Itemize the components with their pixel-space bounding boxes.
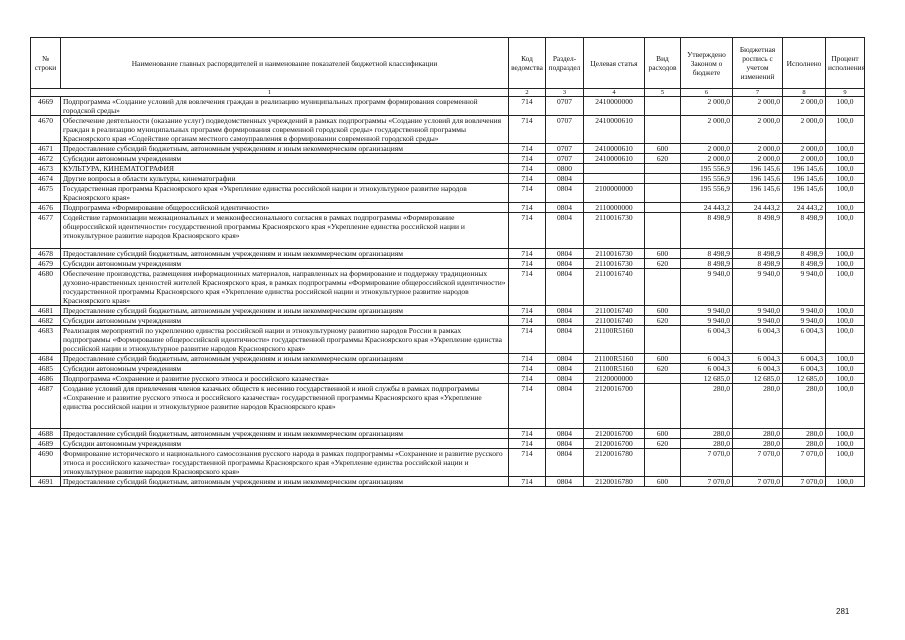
department-code: 714 — [509, 364, 546, 374]
approved-amount: 195 556,9 — [681, 164, 733, 174]
execution-percent: 100,0 — [826, 477, 865, 487]
header-percent: Процент исполнения — [826, 38, 865, 89]
section-code: 0804 — [546, 174, 584, 184]
executed-amount: 7 070,0 — [783, 449, 826, 477]
target-item-code: 2110016740 — [584, 316, 645, 326]
row-name: Обеспечение производства, размещения информационных материалов, направленных на формирование и поддержку традиционных духовно-нравственных ценностей жителей Красноярского края, в рамках подпрограммы «Формирование общероссийской идентичности» государственной программы Красноярского края «Укрепление единства российской нации и этнокультурное развитие народов Красноярского края» — [61, 269, 509, 306]
expense-type-code: 620 — [645, 259, 681, 269]
approved-amount: 2 000,0 — [681, 144, 733, 154]
expense-type-code — [645, 116, 681, 144]
section-code: 0804 — [546, 203, 584, 213]
approved-amount: 8 498,9 — [681, 259, 733, 269]
row-name: Предоставление субсидий бюджетным, автономным учреждениям и иным некоммерческим организациям — [61, 477, 509, 487]
executed-amount: 2 000,0 — [783, 144, 826, 154]
approved-amount: 8 498,9 — [681, 213, 733, 249]
department-code: 714 — [509, 154, 546, 164]
department-code: 714 — [509, 203, 546, 213]
table-body — [31, 97, 865, 487]
row-name: Субсидии автономным учреждениям — [61, 154, 509, 164]
header-executed: Исполнено — [783, 38, 826, 89]
target-item-code: 21100R5160 — [584, 354, 645, 364]
row-number: 4688 — [31, 429, 61, 439]
department-code: 714 — [509, 326, 546, 354]
execution-percent: 100,0 — [826, 269, 865, 306]
row-name: Субсидии автономным учреждениям — [61, 364, 509, 374]
department-code: 714 — [509, 249, 546, 259]
execution-percent: 100,0 — [826, 97, 865, 116]
section-code: 0804 — [546, 184, 584, 203]
schedule-amount: 24 443,2 — [733, 203, 783, 213]
header-budget-schedule: Бюджетная роспись с учетом изменений — [733, 38, 783, 89]
approved-amount: 7 070,0 — [681, 477, 733, 487]
schedule-amount: 6 004,3 — [733, 364, 783, 374]
department-code: 714 — [509, 259, 546, 269]
section-code: 0804 — [546, 316, 584, 326]
row-name: Предоставление субсидий бюджетным, автономным учреждениям и иным некоммерческим организациям — [61, 144, 509, 154]
execution-percent: 100,0 — [826, 306, 865, 316]
table-row — [31, 449, 865, 477]
expense-type-code: 600 — [645, 429, 681, 439]
department-code: 714 — [509, 174, 546, 184]
expense-type-code: 600 — [645, 249, 681, 259]
executed-amount: 6 004,3 — [783, 326, 826, 354]
approved-amount: 2 000,0 — [681, 97, 733, 116]
schedule-amount: 9 940,0 — [733, 316, 783, 326]
row-name: Реализация мероприятий по укреплению единства российской нации и этнокультурному развитию народов России в рамках подпрограммы «Формирование общероссийской идентичности» государственной программы Красноярского края «Укрепление единства российской нации и этнокультурное развитие народов Красноярского края» — [61, 326, 509, 354]
row-name: КУЛЬТУРА, КИНЕМАТОГРАФИЯ — [61, 164, 509, 174]
target-item-code: 21100R5160 — [584, 326, 645, 354]
table-row — [31, 477, 865, 487]
expense-type-code: 600 — [645, 477, 681, 487]
section-code: 0707 — [546, 97, 584, 116]
approved-amount: 24 443,2 — [681, 203, 733, 213]
schedule-amount: 8 498,9 — [733, 259, 783, 269]
schedule-amount: 2 000,0 — [733, 144, 783, 154]
section-code: 0800 — [546, 164, 584, 174]
row-number: 4672 — [31, 154, 61, 164]
expense-type-code: 600 — [645, 306, 681, 316]
executed-amount: 12 685,0 — [783, 374, 826, 384]
executed-amount: 196 145,6 — [783, 184, 826, 203]
row-number: 4684 — [31, 354, 61, 364]
execution-percent: 100,0 — [826, 116, 865, 144]
section-code: 0804 — [546, 269, 584, 306]
executed-amount: 8 498,9 — [783, 249, 826, 259]
schedule-amount: 196 145,6 — [733, 164, 783, 174]
section-code: 0707 — [546, 154, 584, 164]
header-approved: Утверждено Законом о бюджете — [681, 38, 733, 89]
schedule-amount: 2 000,0 — [733, 116, 783, 144]
expense-type-code — [645, 269, 681, 306]
section-code: 0804 — [546, 384, 584, 429]
column-number-row — [31, 89, 865, 97]
execution-percent: 100,0 — [826, 384, 865, 429]
header-row-number: № строки — [31, 38, 61, 89]
execution-percent: 100,0 — [826, 184, 865, 203]
row-number: 4683 — [31, 326, 61, 354]
executed-amount: 8 498,9 — [783, 259, 826, 269]
section-code: 0804 — [546, 354, 584, 364]
row-name: Подпрограмма «Сохранение и развитие русского этноса и российского казачества» — [61, 374, 509, 384]
schedule-amount: 280,0 — [733, 384, 783, 429]
target-item-code: 2110016730 — [584, 259, 645, 269]
execution-percent: 100,0 — [826, 164, 865, 174]
row-name: Обеспечение деятельности (оказание услуг) подведомственных учреждений в рамках подпрограммы «Создание условий для вовлечения граждан в реализацию муниципальных программ формирования современной городской среды» государственной программы Красноярского края «Содействие органам местного самоуправления в формировании современной городской среды» — [61, 116, 509, 144]
page-number: 281 — [836, 607, 850, 616]
expense-type-code — [645, 174, 681, 184]
approved-amount: 2 000,0 — [681, 116, 733, 144]
department-code: 714 — [509, 429, 546, 439]
approved-amount: 8 498,9 — [681, 249, 733, 259]
table-row — [31, 364, 865, 374]
execution-percent: 100,0 — [826, 354, 865, 364]
department-code: 714 — [509, 449, 546, 477]
row-number: 4671 — [31, 144, 61, 154]
execution-percent: 100,0 — [826, 259, 865, 269]
section-code: 0804 — [546, 429, 584, 439]
table-row — [31, 439, 865, 449]
schedule-amount: 7 070,0 — [733, 449, 783, 477]
column-number: 6 — [681, 89, 733, 97]
schedule-amount: 196 145,6 — [733, 184, 783, 203]
executed-amount: 9 940,0 — [783, 269, 826, 306]
schedule-amount: 280,0 — [733, 439, 783, 449]
section-code: 0804 — [546, 259, 584, 269]
approved-amount: 280,0 — [681, 384, 733, 429]
table-row — [31, 213, 865, 249]
table-row — [31, 354, 865, 364]
row-name: Предоставление субсидий бюджетным, автономным учреждениям и иным некоммерческим организациям — [61, 429, 509, 439]
execution-percent: 100,0 — [826, 144, 865, 154]
expense-type-code — [645, 184, 681, 203]
approved-amount: 7 070,0 — [681, 449, 733, 477]
table-row — [31, 184, 865, 203]
row-number: 4691 — [31, 477, 61, 487]
approved-amount: 280,0 — [681, 439, 733, 449]
department-code: 714 — [509, 374, 546, 384]
expense-type-code — [645, 384, 681, 429]
row-name: Содействие гармонизации межнациональных и межконфессионального согласия в рамках подпрограммы «Формирование общероссийской идентичности» государственной программы Красноярского края «Укрепление единства российской нации и этнокультурное развитие народов Красноярского края» — [61, 213, 509, 249]
table-row — [31, 306, 865, 316]
schedule-amount: 2 000,0 — [733, 97, 783, 116]
execution-percent: 100,0 — [826, 439, 865, 449]
department-code: 714 — [509, 164, 546, 174]
expense-type-code — [645, 374, 681, 384]
target-item-code: 2410000610 — [584, 116, 645, 144]
execution-percent: 100,0 — [826, 213, 865, 249]
section-code: 0804 — [546, 449, 584, 477]
executed-amount: 6 004,3 — [783, 364, 826, 374]
expense-type-code: 620 — [645, 154, 681, 164]
row-name: Другие вопросы в области культуры, кинематографии — [61, 174, 509, 184]
header-name: Наименование главных распорядителей и наименование показателей бюджетной классификации — [61, 38, 509, 89]
target-item-code — [584, 164, 645, 174]
row-name: Субсидии автономным учреждениям — [61, 259, 509, 269]
expense-type-code — [645, 164, 681, 174]
executed-amount: 24 443,2 — [783, 203, 826, 213]
approved-amount: 195 556,9 — [681, 184, 733, 203]
target-item-code: 2120016780 — [584, 477, 645, 487]
row-name: Предоставление субсидий бюджетным, автономным учреждениям и иным некоммерческим организациям — [61, 306, 509, 316]
target-item-code: 2120016700 — [584, 439, 645, 449]
department-code: 714 — [509, 306, 546, 316]
row-number: 4674 — [31, 174, 61, 184]
executed-amount: 280,0 — [783, 439, 826, 449]
schedule-amount: 2 000,0 — [733, 154, 783, 164]
row-number: 4686 — [31, 374, 61, 384]
table-row — [31, 144, 865, 154]
execution-percent: 100,0 — [826, 449, 865, 477]
row-number: 4678 — [31, 249, 61, 259]
section-code: 0804 — [546, 213, 584, 249]
row-number: 4673 — [31, 164, 61, 174]
target-item-code: 2110016740 — [584, 306, 645, 316]
target-item-code: 2120000000 — [584, 374, 645, 384]
row-name: Предоставление субсидий бюджетным, автономным учреждениям и иным некоммерческим организациям — [61, 249, 509, 259]
target-item-code: 2410000610 — [584, 154, 645, 164]
executed-amount: 196 145,6 — [783, 174, 826, 184]
table-header — [31, 38, 865, 97]
row-name: Субсидии автономным учреждениям — [61, 316, 509, 326]
schedule-amount: 7 070,0 — [733, 477, 783, 487]
target-item-code: 2110016740 — [584, 269, 645, 306]
table-row — [31, 164, 865, 174]
target-item-code: 2120016780 — [584, 449, 645, 477]
column-number: 8 — [783, 89, 826, 97]
executed-amount: 2 000,0 — [783, 97, 826, 116]
table-row — [31, 326, 865, 354]
approved-amount: 6 004,3 — [681, 364, 733, 374]
budget-table — [30, 37, 865, 487]
expense-type-code — [645, 97, 681, 116]
row-number: 4690 — [31, 449, 61, 477]
expense-type-code: 620 — [645, 316, 681, 326]
column-number: 5 — [645, 89, 681, 97]
expense-type-code: 620 — [645, 364, 681, 374]
section-code: 0707 — [546, 144, 584, 154]
execution-percent: 100,0 — [826, 154, 865, 164]
table-row — [31, 374, 865, 384]
column-number: 7 — [733, 89, 783, 97]
table-row — [31, 269, 865, 306]
execution-percent: 100,0 — [826, 316, 865, 326]
table-row — [31, 154, 865, 164]
approved-amount: 195 556,9 — [681, 174, 733, 184]
department-code: 714 — [509, 144, 546, 154]
approved-amount: 6 004,3 — [681, 326, 733, 354]
row-number: 4680 — [31, 269, 61, 306]
header-target-item: Целевая статья — [584, 38, 645, 89]
row-name: Предоставление субсидий бюджетным, автономным учреждениям и иным некоммерческим организациям — [61, 354, 509, 364]
schedule-amount: 196 145,6 — [733, 174, 783, 184]
row-number: 4679 — [31, 259, 61, 269]
approved-amount: 6 004,3 — [681, 354, 733, 364]
column-number: 4 — [584, 89, 645, 97]
department-code: 714 — [509, 354, 546, 364]
row-name: Формирование исторического и национального самосознания русского народа в рамках подпрограммы «Сохранение и развитие русского этноса и российского казачества» государственной программы Красноярского края «Укрепление единства российской нации и этнокультурное развитие народов Красноярского края» — [61, 449, 509, 477]
table-row — [31, 116, 865, 144]
schedule-amount: 8 498,9 — [733, 249, 783, 259]
row-name: Государственная программа Красноярского края «Укрепление единства российской нации и этнокультурное развитие народов Красноярского края» — [61, 184, 509, 203]
expense-type-code — [645, 326, 681, 354]
section-code: 0707 — [546, 116, 584, 144]
header-department-code: Код ведомства — [509, 38, 546, 89]
expense-type-code — [645, 203, 681, 213]
row-number: 4677 — [31, 213, 61, 249]
department-code: 714 — [509, 269, 546, 306]
execution-percent: 100,0 — [826, 174, 865, 184]
department-code: 714 — [509, 116, 546, 144]
header-expense-type: Вид расходов — [645, 38, 681, 89]
executed-amount: 2 000,0 — [783, 154, 826, 164]
row-number: 4670 — [31, 116, 61, 144]
executed-amount: 280,0 — [783, 429, 826, 439]
expense-type-code — [645, 213, 681, 249]
target-item-code: 2410000000 — [584, 97, 645, 116]
executed-amount: 9 940,0 — [783, 306, 826, 316]
department-code: 714 — [509, 477, 546, 487]
schedule-amount: 9 940,0 — [733, 269, 783, 306]
section-code: 0804 — [546, 306, 584, 316]
target-item-code: 2110000000 — [584, 203, 645, 213]
row-number: 4687 — [31, 384, 61, 429]
column-number: 9 — [826, 89, 865, 97]
executed-amount: 8 498,9 — [783, 213, 826, 249]
execution-percent: 100,0 — [826, 374, 865, 384]
executed-amount: 6 004,3 — [783, 354, 826, 364]
execution-percent: 100,0 — [826, 326, 865, 354]
execution-percent: 100,0 — [826, 364, 865, 374]
department-code: 714 — [509, 439, 546, 449]
section-code: 0804 — [546, 326, 584, 354]
schedule-amount: 6 004,3 — [733, 326, 783, 354]
table-row — [31, 384, 865, 429]
table-row — [31, 259, 865, 269]
row-name: Создание условий для привлечения членов казачьих обществ к несению государственной и иной службы в рамках подпрограммы «Сохранение и развитие русского этноса и российского казачества» государственной программы Красноярского края «Укрепление единства российской нации и этнокультурное развитие народов Красноярского края» — [61, 384, 509, 429]
department-code: 714 — [509, 97, 546, 116]
executed-amount: 2 000,0 — [783, 116, 826, 144]
department-code: 714 — [509, 213, 546, 249]
row-number: 4682 — [31, 316, 61, 326]
expense-type-code: 620 — [645, 439, 681, 449]
schedule-amount: 9 940,0 — [733, 306, 783, 316]
target-item-code: 2110016730 — [584, 213, 645, 249]
approved-amount: 2 000,0 — [681, 154, 733, 164]
department-code: 714 — [509, 316, 546, 326]
execution-percent: 100,0 — [826, 429, 865, 439]
executed-amount: 7 070,0 — [783, 477, 826, 487]
table-row — [31, 203, 865, 213]
schedule-amount: 12 685,0 — [733, 374, 783, 384]
section-code: 0804 — [546, 364, 584, 374]
section-code: 0804 — [546, 439, 584, 449]
executed-amount: 280,0 — [783, 384, 826, 429]
executed-amount: 9 940,0 — [783, 316, 826, 326]
approved-amount: 12 685,0 — [681, 374, 733, 384]
schedule-amount: 280,0 — [733, 429, 783, 439]
row-number: 4681 — [31, 306, 61, 316]
column-number: 1 — [31, 89, 509, 97]
target-item-code: 2120016700 — [584, 429, 645, 439]
target-item-code — [584, 174, 645, 184]
section-code: 0804 — [546, 249, 584, 259]
row-number: 4685 — [31, 364, 61, 374]
expense-type-code — [645, 449, 681, 477]
column-number: 3 — [546, 89, 584, 97]
table-row — [31, 97, 865, 116]
row-number: 4675 — [31, 184, 61, 203]
row-name: Субсидии автономным учреждениям — [61, 439, 509, 449]
executed-amount: 196 145,6 — [783, 164, 826, 174]
row-number: 4669 — [31, 97, 61, 116]
target-item-code: 2120016700 — [584, 384, 645, 429]
row-number: 4689 — [31, 439, 61, 449]
target-item-code: 21100R5160 — [584, 364, 645, 374]
expense-type-code: 600 — [645, 354, 681, 364]
row-name: Подпрограмма «Формирование общероссийской идентичности» — [61, 203, 509, 213]
approved-amount: 9 940,0 — [681, 316, 733, 326]
target-item-code: 2100000000 — [584, 184, 645, 203]
row-number: 4676 — [31, 203, 61, 213]
approved-amount: 9 940,0 — [681, 269, 733, 306]
schedule-amount: 6 004,3 — [733, 354, 783, 364]
approved-amount: 9 940,0 — [681, 306, 733, 316]
table-row — [31, 249, 865, 259]
expense-type-code: 600 — [645, 144, 681, 154]
target-item-code: 2410000610 — [584, 144, 645, 154]
execution-percent: 100,0 — [826, 249, 865, 259]
section-code: 0804 — [546, 374, 584, 384]
department-code: 714 — [509, 184, 546, 203]
row-name: Подпрограмма «Создание условий для вовлечения граждан в реализацию муниципальных программ формирования современной городской среды» — [61, 97, 509, 116]
column-number: 2 — [509, 89, 546, 97]
table-row — [31, 316, 865, 326]
section-code: 0804 — [546, 477, 584, 487]
department-code: 714 — [509, 384, 546, 429]
schedule-amount: 8 498,9 — [733, 213, 783, 249]
header-section: Раздел-подраздел — [546, 38, 584, 89]
target-item-code: 2110016730 — [584, 249, 645, 259]
execution-percent: 100,0 — [826, 203, 865, 213]
approved-amount: 280,0 — [681, 429, 733, 439]
table-row — [31, 429, 865, 439]
table-row — [31, 174, 865, 184]
